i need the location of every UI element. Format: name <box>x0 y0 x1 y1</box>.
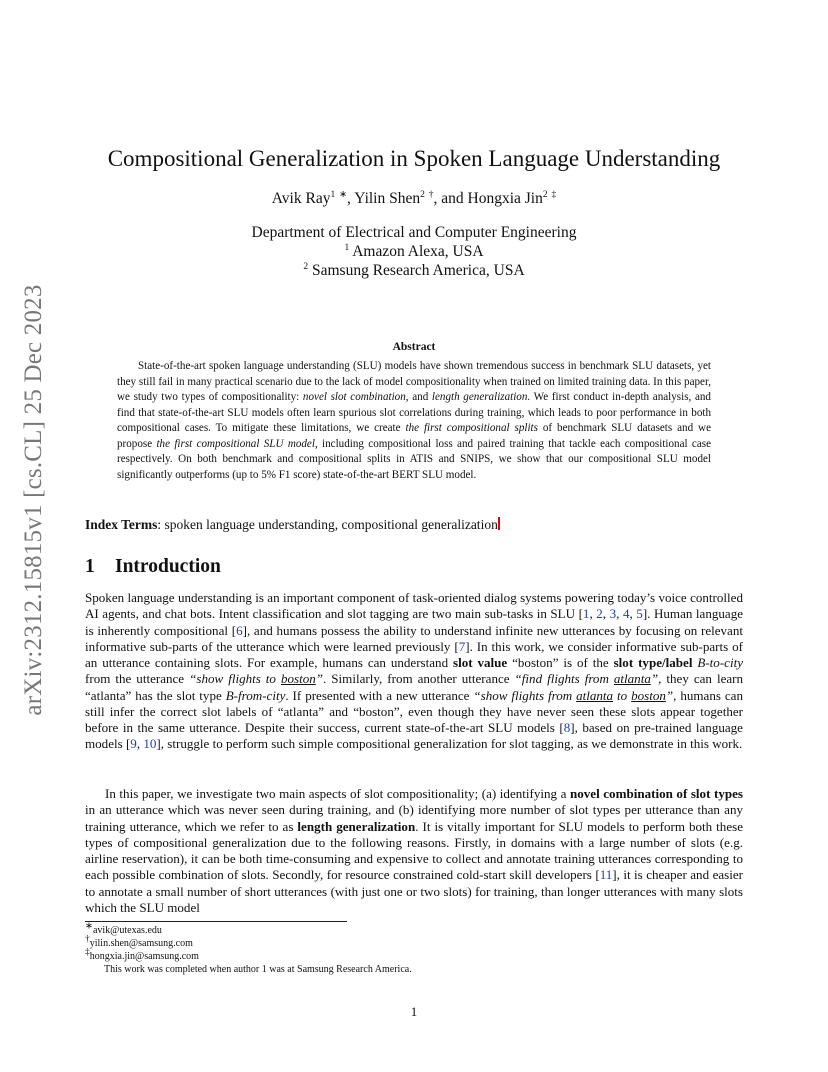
abstract-emphasis: the first compositional SLU model <box>156 437 315 450</box>
utterance-text: “show flights to <box>189 671 281 687</box>
affiliation-2-text: Samsung Research America, USA <box>311 262 525 279</box>
abstract-text: , and <box>405 391 432 403</box>
footnote-text: avik@utexas.edu <box>92 925 162 936</box>
example-utterance <box>473 688 673 703</box>
author-2: Yilin Shen <box>354 190 421 207</box>
citation-link[interactable]: 3 <box>609 606 617 622</box>
body-text: ]. In this work, we consider informative sub-parts of an utterance containing slots. For example, humans can understand <box>85 638 743 670</box>
body-text: . If presented with a new utterance <box>285 687 474 703</box>
index-terms-label: Index Terms <box>85 517 158 532</box>
utterance-text: “find flights from <box>514 671 614 687</box>
affiliation-1 <box>0 243 828 261</box>
citation-link[interactable]: 2 <box>596 606 603 622</box>
citation-link[interactable]: 11 <box>599 867 613 883</box>
body-text: ], and humans possess the ability to understand infinite new utterances by focusing on relevant informative sub-parts of the utterance which were learned previously [ <box>85 622 743 654</box>
arxiv-stamp <box>10 284 58 716</box>
index-terms-text: : spoken language understanding, compositional generalization <box>157 517 498 532</box>
slot-value: atlanta <box>613 671 651 687</box>
footnote-divider <box>85 921 347 922</box>
affiliation-department: Department of Electrical and Computer Engineering <box>251 224 577 241</box>
footnote-text: yilin.shen@samsung.com <box>89 938 193 949</box>
slot-value: atlanta <box>576 687 614 703</box>
abstract-text: , including compositional loss and paired training that tackle each compositional case respectively. On both benchmark and compositional splits in ATIS and SNIPS, we show that our compositional SLU model significantly outperforms (up to 5% F1 score) state-of-the-art BERT SLU model. <box>117 437 712 481</box>
slot-value: boston <box>631 687 666 703</box>
affiliation-2-mark: 2 <box>303 261 309 272</box>
citation-link[interactable]: 7 <box>458 638 466 654</box>
abstract-emphasis: length generalization <box>431 391 528 403</box>
body-text: In this paper, we investigate two main aspects of slot compositionality; (a) identifying a <box>105 786 570 801</box>
footnote-1 <box>85 921 162 936</box>
citation-link[interactable]: 10 <box>143 736 157 752</box>
utterance-text: ” <box>665 687 674 703</box>
body-text: ], struggle to perform such simple compositional generalization for slot tagging, as we demonstrate in this work. <box>156 736 743 752</box>
index-terms <box>85 517 500 533</box>
text-cursor <box>498 517 500 530</box>
italic-term: B-from-city <box>225 687 286 703</box>
footnote-mark: ∗ <box>85 921 93 932</box>
section-heading <box>85 556 221 578</box>
author-1-affil: 1 <box>330 189 336 200</box>
affiliation-1-text: Amazon Alexa, USA <box>352 243 484 260</box>
affiliation-2 <box>0 262 828 280</box>
utterance-text: to <box>613 687 632 703</box>
abstract-body <box>117 359 711 483</box>
bold-term: novel combination of slot types <box>569 786 743 801</box>
abstract-text: of benchmark SLU datasets and we propose <box>117 422 711 450</box>
abstract-emphasis: the first compositional splits <box>405 422 538 434</box>
body-text: , they can learn “atlanta” has the slot type <box>85 671 744 703</box>
utterance-text: ” <box>315 671 324 687</box>
slot-value: boston <box>280 671 316 687</box>
section-number: 1 <box>85 556 95 577</box>
citation-link[interactable]: 8 <box>563 720 571 735</box>
italic-term: B-to-city <box>697 655 743 670</box>
body-text: from the utterance <box>85 671 190 687</box>
body-text: . It is vitally important for SLU models to perform both these types of compositional generalization due to the following reasons. Firstly, in domains with a large number of slots (e.g. airline reservation), it can be both time-consuming and expensive to collect and annotate training utterances corresponding to each possible combination of slots. Secondly, for resource constrained cold-start skill developers [ <box>85 818 743 883</box>
arxiv-id: arXiv:2312.15815v1 [cs.CL] 25 Dec 2023 <box>20 284 47 716</box>
footnote-mark: ‡ <box>85 947 90 958</box>
abstract-heading: Abstract <box>392 341 436 353</box>
footnote-2 <box>85 934 193 949</box>
example-utterance <box>515 671 659 686</box>
citation-link[interactable]: 5 <box>636 606 643 622</box>
example-utterance <box>189 671 323 686</box>
author-1-footnote-mark[interactable]: ∗ <box>339 189 348 200</box>
body-text: , humans can still infer the correct slot labels of “atlanta” and “boston”, even though they have never seen these slots appear together before in the same utterance. Despite their success, current state-of-the-art SLU models [ <box>85 687 743 735</box>
paper-title: Compositional Generalization in Spoken Language Understanding <box>107 146 721 171</box>
abstract-emphasis: novel slot combination <box>302 391 406 403</box>
bold-term: length generalization <box>297 818 416 834</box>
author-2-footnote-mark[interactable]: † <box>428 189 434 200</box>
footnote-text: hongxia.jin@samsung.com <box>89 951 199 962</box>
body-text: in an utterance which was never seen during training, and (b) identifying more number of slot types per utterance than any training utterance, which we refer to as <box>85 802 743 834</box>
intro-paragraph-1: Spoken language understanding is an important component of task-oriented dialog systems powering today’s voice controlled AI agents, and chat bots. Intent classification and slot tagging are two main sub-tasks in SLU [1, 2, 3, 4, 5]. Human language is inherently compositional [6], and humans possess the ability to understand infinite new utterances by focusing on relevant informative sub-parts of the utterance which were learned previously [7]. In this work, we consider informative sub-parts of an utterance containing slots. For example, humans can understand slot value “boston” is of the slot type/label B-to-city from the utterance “show flights to boston”. Similarly, from another utterance “find flights from atlanta”, they can learn “atlanta” has the slot type B-from-city. If presented with a new utterance “show flights from atlanta to boston”, humans can still infer the correct slot labels of “atlanta” and “boston”, even though they have never seen these slots appear together before in the same utterance. Despite their success, current state-of-the-art SLU models [8], based on pre-trained language models [9, 10], struggle to perform such simple compositional generalization for slot tagging, as we demonstrate in this work. <box>85 590 744 752</box>
body-text: . Similarly, from another utterance <box>323 671 515 687</box>
affiliation-1-mark: 1 <box>344 242 350 253</box>
body-text: “boston” is of the <box>507 655 614 670</box>
citation-link[interactable]: 4 <box>622 606 630 622</box>
footnote-mark: † <box>85 934 90 945</box>
citation-link[interactable]: 1 <box>582 606 590 622</box>
author-2-affil: 2 <box>420 189 425 200</box>
author-3-affil: 2 <box>542 189 548 200</box>
body-text: ]. Human language is inherently compositional [ <box>85 606 744 638</box>
author-list: Avik Ray$^1$ ∗, Yilin Shen$^2$ †, and Hongxia Jin$^2$ ‡ <box>271 189 557 207</box>
section-title: Introduction <box>115 556 221 577</box>
bold-term: slot value <box>453 655 508 670</box>
body-text: ], based on pre-trained language models [ <box>85 720 743 752</box>
author-1: Avik Ray <box>271 190 331 207</box>
citation-link[interactable]: 6 <box>236 622 243 638</box>
bold-term: slot type/label <box>613 655 693 670</box>
author-3: and Hongxia Jin <box>441 190 543 207</box>
utterance-text: ” <box>650 671 659 687</box>
abstract-text: . We first conduct in-depth analysis, and find that state-of-the-art SLU models often learn spurious slot correlations during training, which leads to poor performance in both compositional cases. To mitigate these limitations, we create <box>117 391 711 434</box>
author-3-footnote-mark[interactable]: ‡ <box>551 189 557 200</box>
intro-paragraph-2 <box>85 786 743 916</box>
body-text: Spoken language understanding is an important component of task-oriented dialog systems powering today’s voice controlled AI agents, and chat bots. Intent classification and slot tagging are two main sub-tasks in SLU [ <box>85 590 743 622</box>
footnote-3 <box>85 947 199 962</box>
abstract-text: State-of-the-art spoken language understanding (SLU) models have shown tremendous success in benchmark SLU datasets, yet they still fail in many practical scenario due to the lack of model compositionality when trained on limited training data. In this paper, we study two types of compositionality: <box>117 360 711 403</box>
citation-link[interactable]: 9 <box>130 736 137 752</box>
footnote-4: This work was completed when author 1 was at Samsung Research America. <box>104 964 412 975</box>
page-number: 1 <box>410 1004 418 1019</box>
utterance-text: “show flights from <box>473 687 577 703</box>
body-text: ], it is cheaper and easier to annotate a small number of short utterances (with just one or two slots) for training, than longer utterances with many slots which the SLU model <box>85 867 743 915</box>
